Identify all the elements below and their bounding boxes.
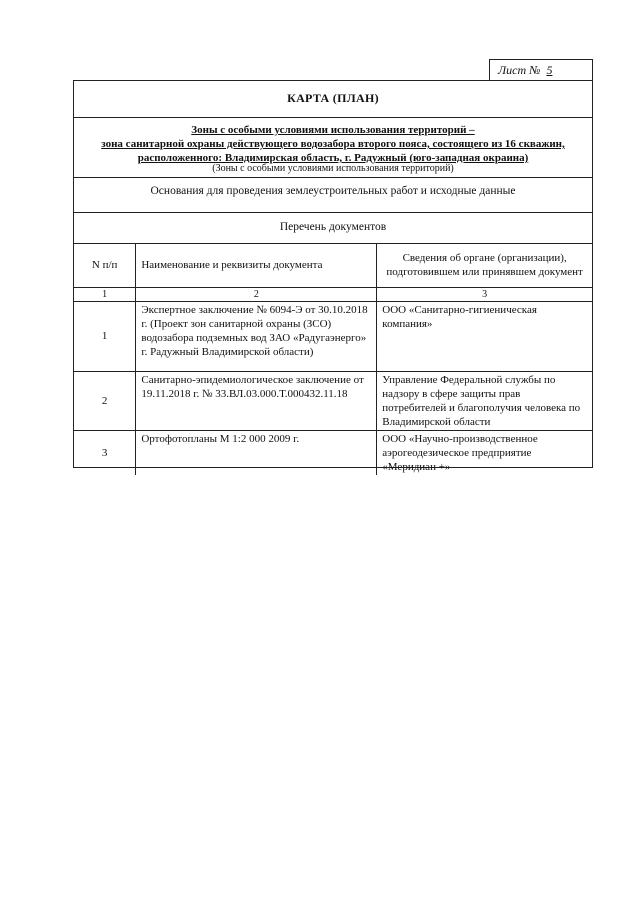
index-cell: 1 xyxy=(74,287,136,301)
index-cell: 3 xyxy=(377,287,592,301)
row-number: 2 xyxy=(74,371,136,430)
row-number: 1 xyxy=(74,301,136,371)
row-organization: ООО «Научно-производственное аэрогеодезическое предприятие «Меридиан +» xyxy=(377,430,592,475)
header-num: N п/п xyxy=(74,244,136,287)
index-cell: 2 xyxy=(136,287,377,301)
row-document-name: Экспертное заключение № 6094-Э от 30.10.2018 г. (Проект зон санитарной охраны (ЗСО) водозабора подземных вод ЗАО «Радугаэнерго» г. Радужный Владимирской области) xyxy=(136,301,377,371)
row-document-name: Санитарно-эпидемиологическое заключение от 19.11.2018 г. № 33.ВЛ.03.000.Т.000432.11.18 xyxy=(136,371,377,430)
row-organization: Управление Федеральной службы по надзору в сфере защиты прав потребителей и благополучия человека по Владимирской области xyxy=(377,371,592,430)
table-row xyxy=(74,301,592,371)
zones-heading xyxy=(74,123,592,165)
row-number: 3 xyxy=(74,430,136,475)
document-title: КАРТА (ПЛАН) xyxy=(287,91,379,105)
documents-list-heading: Перечень документов xyxy=(279,221,387,233)
map-plan-frame xyxy=(73,80,593,473)
header-org: Сведения об органе (организации), подготовившем или принявшем документ xyxy=(377,244,592,287)
header-name: Наименование и реквизиты документа xyxy=(136,244,377,287)
divider xyxy=(74,117,592,118)
table-index-row xyxy=(74,287,592,301)
documents-table xyxy=(74,244,592,475)
sheet-number-box xyxy=(489,59,593,80)
zones-subtitle: (Зоны с особыми условиями использования территорий) xyxy=(212,163,454,174)
zones-line-1: Зоны с особыми условиями использования территорий – xyxy=(191,124,475,136)
row-document-name: Ортофотопланы М 1:2 000 2009 г. xyxy=(136,430,377,475)
table-row xyxy=(74,430,592,475)
zones-line-2: зона санитарной охраны действующего водозабора второго пояса, состоящего из 16 скважин, xyxy=(101,138,565,150)
divider xyxy=(74,212,592,213)
table-header-row xyxy=(74,244,592,287)
zones-line-3: расположенного: Владимирская область, г. Радужный (юго-западная окраина) xyxy=(137,152,529,164)
row-organization: ООО «Санитарно-гигиеническая компания» xyxy=(377,301,592,371)
divider xyxy=(74,177,592,178)
basis-heading: Основания для проведения землеустроительных работ и исходные данные xyxy=(150,185,516,197)
sheet-label: Лист № xyxy=(498,63,541,77)
sheet-number: 5 xyxy=(546,63,553,77)
table-row xyxy=(74,371,592,430)
